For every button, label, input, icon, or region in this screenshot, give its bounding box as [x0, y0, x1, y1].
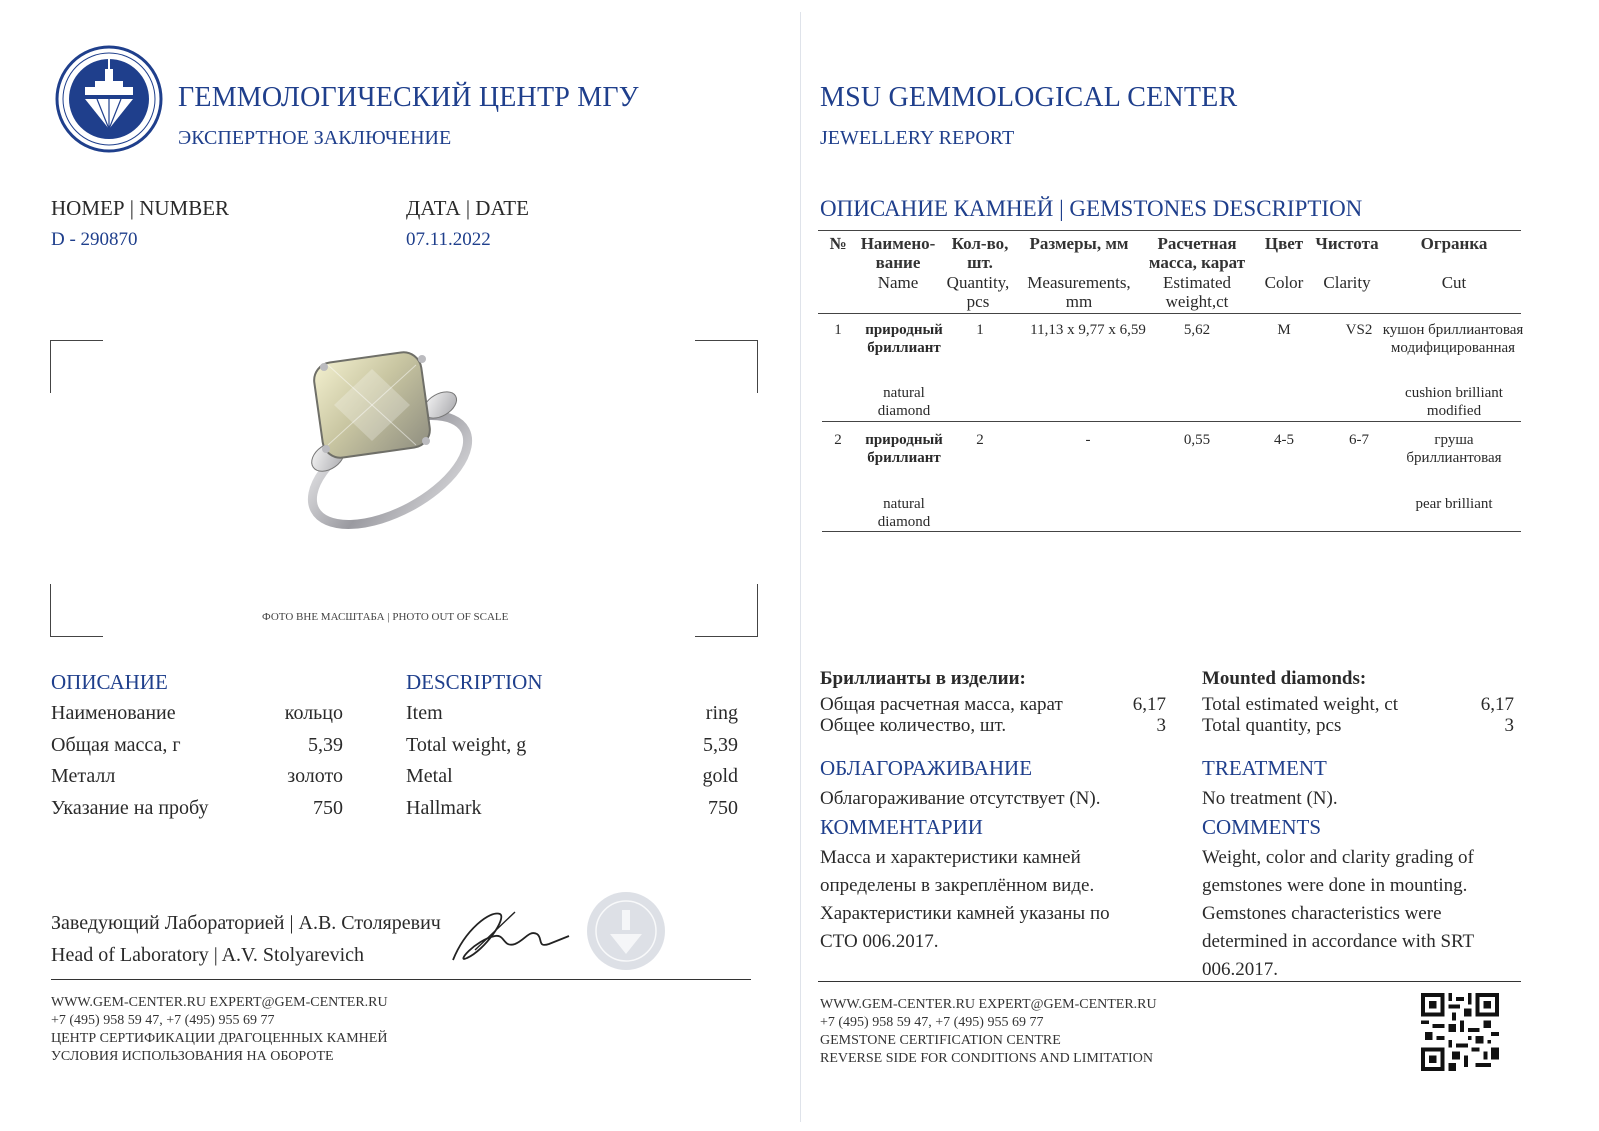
gt-header-size-en: Measurements, mm: [1027, 273, 1131, 311]
gt-header-qty-ru: Кол-во, шт.: [951, 234, 1009, 272]
photo-frame-corner-br: [695, 584, 758, 637]
gt-header-clarity-ru: Чистота: [1315, 234, 1379, 253]
gt-header-color-en: Color: [1264, 273, 1304, 292]
mounted-ru-qty-value: 3: [1156, 715, 1166, 736]
desc-ru-label-item: Наименование: [51, 702, 176, 724]
gt-row1-qty: 1: [976, 322, 984, 338]
signature-en: Head of Laboratory | A.V. Stolyarevich: [51, 944, 364, 966]
header-subtitle-ru: ЭКСПЕРТНОЕ ЗАКЛЮЧЕНИЕ: [178, 127, 452, 149]
gt-row2-color: 4-5: [1274, 432, 1294, 448]
footer-right-line-4: REVERSE SIDE FOR CONDITIONS AND LIMITATION: [820, 1051, 1153, 1066]
mounted-en-qty-value: 3: [1504, 715, 1514, 736]
gt-row1-color: M: [1277, 322, 1291, 338]
footer-left-line-1: WWW.GEM-CENTER.RU EXPERT@GEM-CENTER.RU: [51, 995, 388, 1010]
description-heading-ru: ОПИСАНИЕ: [51, 670, 168, 694]
ring-photo: [290, 345, 490, 530]
signature-ru: Заведующий Лабораторией | А.В. Столяревич: [51, 912, 441, 934]
mounted-ru-qty-label: Общее количество, шт.: [820, 715, 1007, 736]
gt-row2-weight: 0,55: [1183, 432, 1211, 448]
photo-caption: ФОТО ВНЕ МАСШТАБА | PHOTO OUT OF SCALE: [262, 611, 509, 623]
gt-row2-name-en: natural diamond: [877, 496, 931, 530]
gt-row1-weight: 5,62: [1183, 322, 1211, 338]
gt-row2-cut-en: pear brilliant: [1415, 496, 1493, 512]
gt-row2-name-ru: природный бриллиант: [865, 432, 943, 466]
gemstones-bottom-rule: [822, 531, 1521, 532]
desc-en-value-metal: gold: [702, 765, 738, 787]
msu-logo-icon: [55, 45, 163, 153]
header-title-ru: ГЕММОЛОГИЧЕСКИЙ ЦЕНТР МГУ: [178, 82, 639, 113]
desc-en-label-hallmark: Hallmark: [406, 797, 482, 819]
number-label: НОМЕР | NUMBER: [51, 196, 230, 220]
description-heading-en: DESCRIPTION: [406, 670, 543, 694]
page-fold-line: [800, 12, 801, 1122]
desc-en-value-item: ring: [705, 702, 738, 724]
desc-en-value-weight: 5,39: [703, 734, 738, 756]
treatment-heading-ru: ОБЛАГОРАЖИВАНИЕ: [820, 756, 1033, 780]
comments-heading-ru: КОММЕНТАРИИ: [820, 815, 983, 839]
desc-ru-label-weight: Общая масса, г: [51, 734, 181, 756]
photo-frame-corner-tr: [695, 340, 758, 393]
comments-heading-en: COMMENTS: [1202, 815, 1322, 839]
footer-left-line-4: УСЛОВИЯ ИСПОЛЬЗОВАНИЯ НА ОБОРОТЕ: [51, 1049, 334, 1064]
gt-header-clarity-en: Clarity: [1323, 273, 1371, 292]
desc-ru-value-weight: 5,39: [308, 734, 343, 756]
gt-header-size-ru: Размеры, мм: [1029, 234, 1129, 253]
desc-en-label-metal: Metal: [406, 765, 453, 787]
gt-row1-no: 1: [834, 322, 842, 338]
gemstones-header-rule: [818, 313, 1521, 314]
footer-rule-right: [818, 981, 1521, 982]
comments-text-en: Weight, color and clarity grading of gemstones were done in mounting. Gemstones characteristics were determined in accordance with SRT 006.2017.: [1202, 847, 1474, 980]
gt-header-qty-en: Quantity, pcs: [946, 273, 1010, 311]
desc-ru-value-metal: золото: [287, 765, 343, 787]
footer-right-line-2: +7 (495) 958 59 47, +7 (495) 955 69 77: [820, 1015, 1044, 1030]
gt-header-cut-en: Cut: [1441, 273, 1467, 292]
gt-header-name-en: Name: [877, 273, 919, 292]
treatment-text-ru: Облагораживание отсутствует (N).: [820, 788, 1101, 809]
photo-frame-corner-bl: [50, 584, 103, 637]
mounted-heading-en: Mounted diamonds:: [1202, 668, 1367, 689]
desc-ru-label-hallmark: Указание на пробу: [51, 797, 209, 819]
number-value: D - 290870: [51, 229, 138, 250]
gt-row2-cut-ru: груша бриллиантовая: [1406, 432, 1502, 466]
mounted-ru-weight-value: 6,17: [1132, 694, 1166, 715]
gt-header-weight-ru: Расчетная масса, карат: [1148, 234, 1246, 272]
header-subtitle-en: JEWELLERY REPORT: [820, 127, 1015, 149]
footer-rule-left: [51, 979, 751, 980]
mounted-en-weight-label: Total estimated weight, ct: [1202, 694, 1399, 715]
gt-header-color-ru: Цвет: [1264, 234, 1304, 253]
gt-row2-clarity: 6-7: [1349, 432, 1369, 448]
comments-text-ru: Масса и характеристики камней определены в закреплённом виде. Характеристики камней указаны по СТО 006.2017.: [820, 847, 1110, 952]
desc-ru-value-item: кольцо: [284, 702, 343, 724]
gt-row1-clarity: VS2: [1345, 322, 1373, 338]
mounted-ru-weight-label: Общая расчетная масса, карат: [820, 694, 1063, 715]
footer-right-line-3: GEMSTONE CERTIFICATION CENTRE: [820, 1033, 1061, 1048]
photo-frame-corner-tl: [50, 340, 103, 393]
gt-row2-size: -: [1085, 432, 1091, 448]
mounted-en-weight-value: 6,17: [1480, 694, 1514, 715]
handwritten-signature-icon: [445, 900, 575, 970]
gemstones-row1-rule: [822, 421, 1521, 422]
treatment-text-en: No treatment (N).: [1202, 788, 1338, 809]
gemstones-title: ОПИСАНИЕ КАМНЕЙ | GEMSTONES DESCRIPTION: [820, 196, 1363, 221]
gt-row1-cut-ru: кушон бриллиантовая модифицированная: [1382, 322, 1524, 356]
gt-row2-qty: 2: [976, 432, 984, 448]
desc-en-label-item: Item: [406, 702, 443, 724]
qr-code-icon[interactable]: [1420, 993, 1500, 1071]
gemstones-top-rule: [818, 230, 1521, 231]
gt-row1-name-en: natural diamond: [877, 385, 931, 419]
gt-row1-cut-en: cushion brilliant modified: [1405, 385, 1503, 419]
gt-row2-no: 2: [834, 432, 842, 448]
footer-left-line-2: +7 (495) 958 59 47, +7 (495) 955 69 77: [51, 1013, 275, 1028]
desc-ru-label-metal: Металл: [51, 765, 116, 787]
footer-right-line-1: WWW.GEM-CENTER.RU EXPERT@GEM-CENTER.RU: [820, 997, 1157, 1012]
desc-en-label-weight: Total weight, g: [406, 734, 527, 756]
gt-row1-name-ru: природный бриллиант: [865, 322, 943, 356]
desc-en-value-hallmark: 750: [708, 797, 738, 819]
header-title-en: MSU GEMMOLOGICAL CENTER: [820, 82, 1238, 113]
treatment-heading-en: TREATMENT: [1202, 756, 1327, 780]
gt-header-no: №: [829, 234, 847, 253]
desc-ru-value-hallmark: 750: [313, 797, 343, 819]
date-value: 07.11.2022: [406, 229, 491, 250]
footer-left-line-3: ЦЕНТР СЕРТИФИКАЦИИ ДРАГОЦЕННЫХ КАМНЕЙ: [51, 1031, 388, 1046]
mounted-en-qty-label: Total quantity, pcs: [1202, 715, 1342, 736]
gt-row1-size: 11,13 x 9,77 x 6,59: [1030, 322, 1146, 338]
gt-header-weight-en: Estimated weight,ct: [1163, 273, 1231, 311]
date-label: ДАТА | DATE: [406, 196, 529, 220]
gt-header-name-ru: Наимено-вание: [860, 234, 936, 272]
seal-stamp-icon: [585, 890, 667, 972]
gt-header-cut-ru: Огранка: [1420, 234, 1488, 253]
mounted-heading-ru: Бриллианты в изделии:: [820, 668, 1026, 689]
